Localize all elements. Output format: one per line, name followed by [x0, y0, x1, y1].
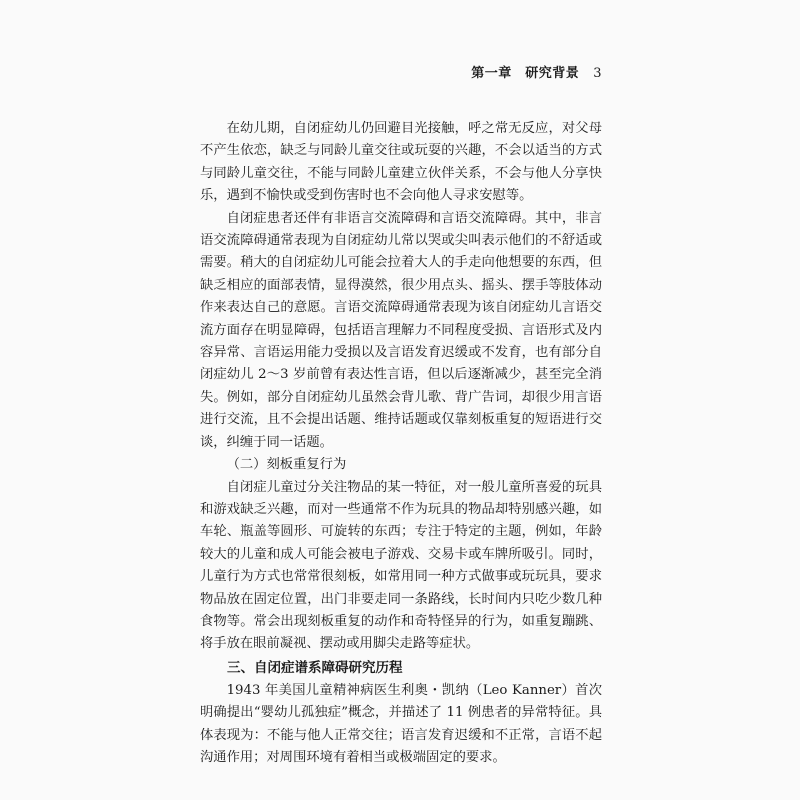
- body-text: [200, 118, 602, 769]
- section-heading-research-history: 三、自闭症谱系障碍研究历程: [227, 659, 403, 676]
- subsection-heading-repetitive-behavior: （二）刻板重复行为: [226, 457, 347, 473]
- chapter-title: 第一章 研究背景: [471, 66, 580, 81]
- paragraph-kanner-1943: 1943 年美国儿童精神病医生利奥・凯纳（Leo Kanner）首次明确提出“婴幼儿孤独症”概念，并描述了 11 例患者的异常特征。具体表现为：不能与他人正常交往；语言发育迟缓和不正常，言语不起沟通作用；对周围环境有着相当或极端固定的要求。: [200, 682, 602, 765]
- page-number: 3: [593, 66, 602, 81]
- paragraph-early-childhood: 在幼儿期，自闭症幼儿仍回避目光接触，呼之常无反应，对父母不产生依恋，缺乏与同龄儿童交往或玩耍的兴趣，不会以适当的方式与同龄儿童交往，不能与同龄儿童建立伙伴关系，不会与他人分享快乐，遇到不愉快或受到伤害时也不会向他人寻求安慰等。: [200, 121, 602, 204]
- running-head: [471, 62, 602, 81]
- paragraph-repetitive-behavior: 自闭症儿童过分关注物品的某一特征，对一般儿童所喜爱的玩具和游戏缺乏兴趣，而对一些通常不作为玩具的物品却特别感兴趣，如车轮、瓶盖等圆形、可旋转的东西；专注于特定的主题，例如，年龄较大的儿童和成人可能会被电子游戏、交易卡或车牌所吸引。同时，儿童行为方式也常常很刻板，如常用同一种方式做事或玩玩具，要求物品放在固定位置，出门非要走同一条路线，长时间内只吃少数几种食物等。常会出现刻板重复的动作和奇特怪异的行为，如重复蹦跳、将手放在眼前凝视、摆动或用脚尖走路等症状。: [200, 479, 602, 652]
- paragraph-communication: 自闭症患者还伴有非语言交流障碍和言语交流障碍。其中，非言语交流障碍通常表现为自闭症幼儿常以哭或尖叫表示他们的不舒适或需要。稍大的自闭症幼儿可能会拉着大人的手走向他想要的东西，但缺乏相应的面部表情，显得漠然，很少用点头、摇头、摆手等肢体动作来表达自己的意愿。言语交流障碍通常表现为该自闭症幼儿言语交流方面存在明显障碍，包括语言理解力不同程度受损、言语形式及内容异常、言语运用能力受损以及言语发育迟缓或不发育，也有部分自闭症幼儿 2～3 岁前曾有表达性言语，但以后逐渐减少，甚至完全消失。例如，部分自闭症幼儿虽然会背儿歌、背广告词，却很少用言语进行交流，且不会提出话题、维持话题或仅靠刻板重复的短语进行交谈，纠缠于同一话题。: [200, 210, 602, 450]
